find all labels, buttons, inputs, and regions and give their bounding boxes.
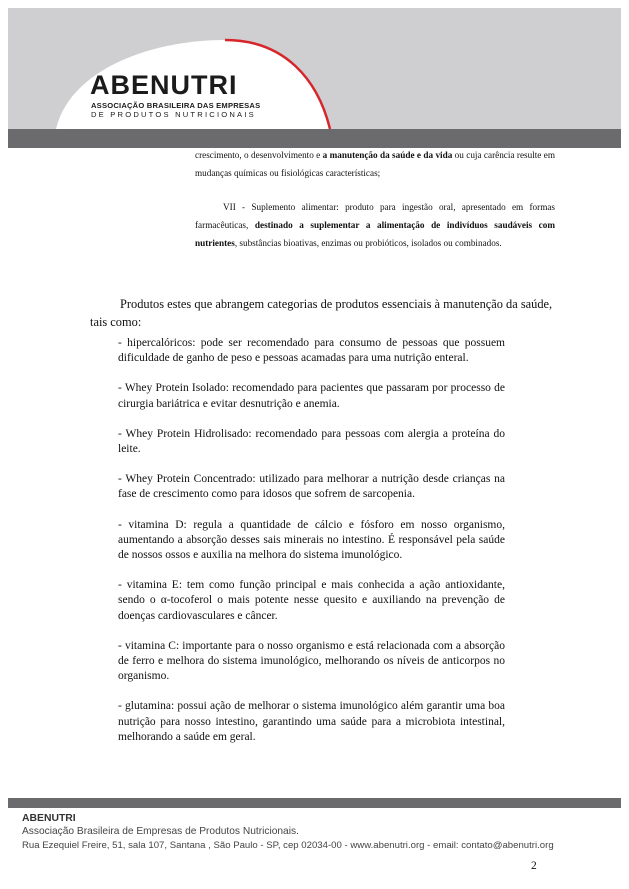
list-item: - hipercalóricos: pode ser recomendado para consumo de pessoas que possuem dificuldade de ganho de peso e pessoas acamadas para uma nutrição enteral.	[118, 337, 505, 365]
list-item: - vitamina E: tem como função principal e mais conhecida a ação antioxidante, sendo o α-tocoferol o mais potente nesse quesito e auxiliando na prevenção de doenças cardiovasculares e câncer.	[118, 579, 505, 622]
logo-name: ABENUTRI	[90, 70, 238, 100]
page-number: 2	[531, 860, 537, 872]
quote-paragraph-1	[195, 146, 555, 182]
logo-tagline-1: ASSOCIAÇÃO BRASILEIRA DAS EMPRESAS	[91, 101, 261, 110]
page-header	[0, 0, 629, 148]
quote-bold-text: destinado a suplementar a alimentação de indivíduos saudáveis com nutrientes	[195, 220, 555, 248]
logo-tagline-2: DE PRODUTOS NUTRICIONAIS	[91, 110, 256, 119]
list-item: - vitamina C: importante para o nosso organismo e está relacionada com a absorção de ferro e melhora do sistema imunológico, melhorando os níveis de anticorpos no organismo.	[118, 639, 505, 683]
footer-org-name: Associação Brasileira de Empresas de Produtos Nutricionais.	[22, 826, 299, 837]
list-item: - glutamina: possui ação de melhorar o sistema imunológico além garantir uma boa nutrição para nosso intestino, garantindo uma saúde para a microbiota intestinal, melhorando a saúde em geral.	[118, 700, 505, 743]
quote-paragraph-2	[195, 198, 555, 252]
quote-text: ou cuja carência resulte em mudanças químicas ou fisiológicas características;	[195, 150, 555, 178]
product-list	[118, 336, 505, 760]
quote-text: crescimento, o desenvolvimento e	[195, 150, 323, 160]
footer-bar	[8, 798, 621, 808]
list-item: - Whey Protein Isolado: recomendado para pacientes que passaram por processo de cirurgia bariátrica e evitar desnutrição e anemia.	[118, 382, 505, 410]
list-item: - vitamina D: regula a quantidade de cálcio e fósforo em nosso organismo, aumentando a absorção desses sais minerais no intestino. É responsável pela saúde de nossos ossos e auxilia na melhora do sistema imunológico.	[118, 518, 505, 562]
footer-contact: Rua Ezequiel Freire, 51, sala 107, Santana , São Paulo - SP, cep 02034-00 - www.abenutri.org - email: contato@abenutri.org	[22, 840, 554, 851]
quote-text: , substâncias bioativas, enzimas ou probióticos, isolados ou combinados.	[234, 238, 502, 248]
quote-text: VII - Suplemento alimentar: produto para ingestão oral, apresentado em formas farmacêuticas,	[195, 202, 555, 230]
quote-bold-text: a manutenção da saúde e da vida	[322, 150, 453, 160]
footer-title: ABENUTRI	[22, 813, 76, 824]
list-item: - Whey Protein Hidrolisado: recomendado para pessoas com alergia a proteína do leite.	[118, 427, 505, 456]
intro-continuation: tais como:	[90, 315, 142, 329]
list-item: - Whey Protein Concentrado: utilizado para melhorar a nutrição desde crianças na fase de crescimento como para idosos que sofrem de sarcopenia.	[118, 473, 505, 501]
intro-paragraph: Produtos estes que abrangem categorias de produtos essenciais à manutenção da saúde,	[120, 297, 553, 311]
